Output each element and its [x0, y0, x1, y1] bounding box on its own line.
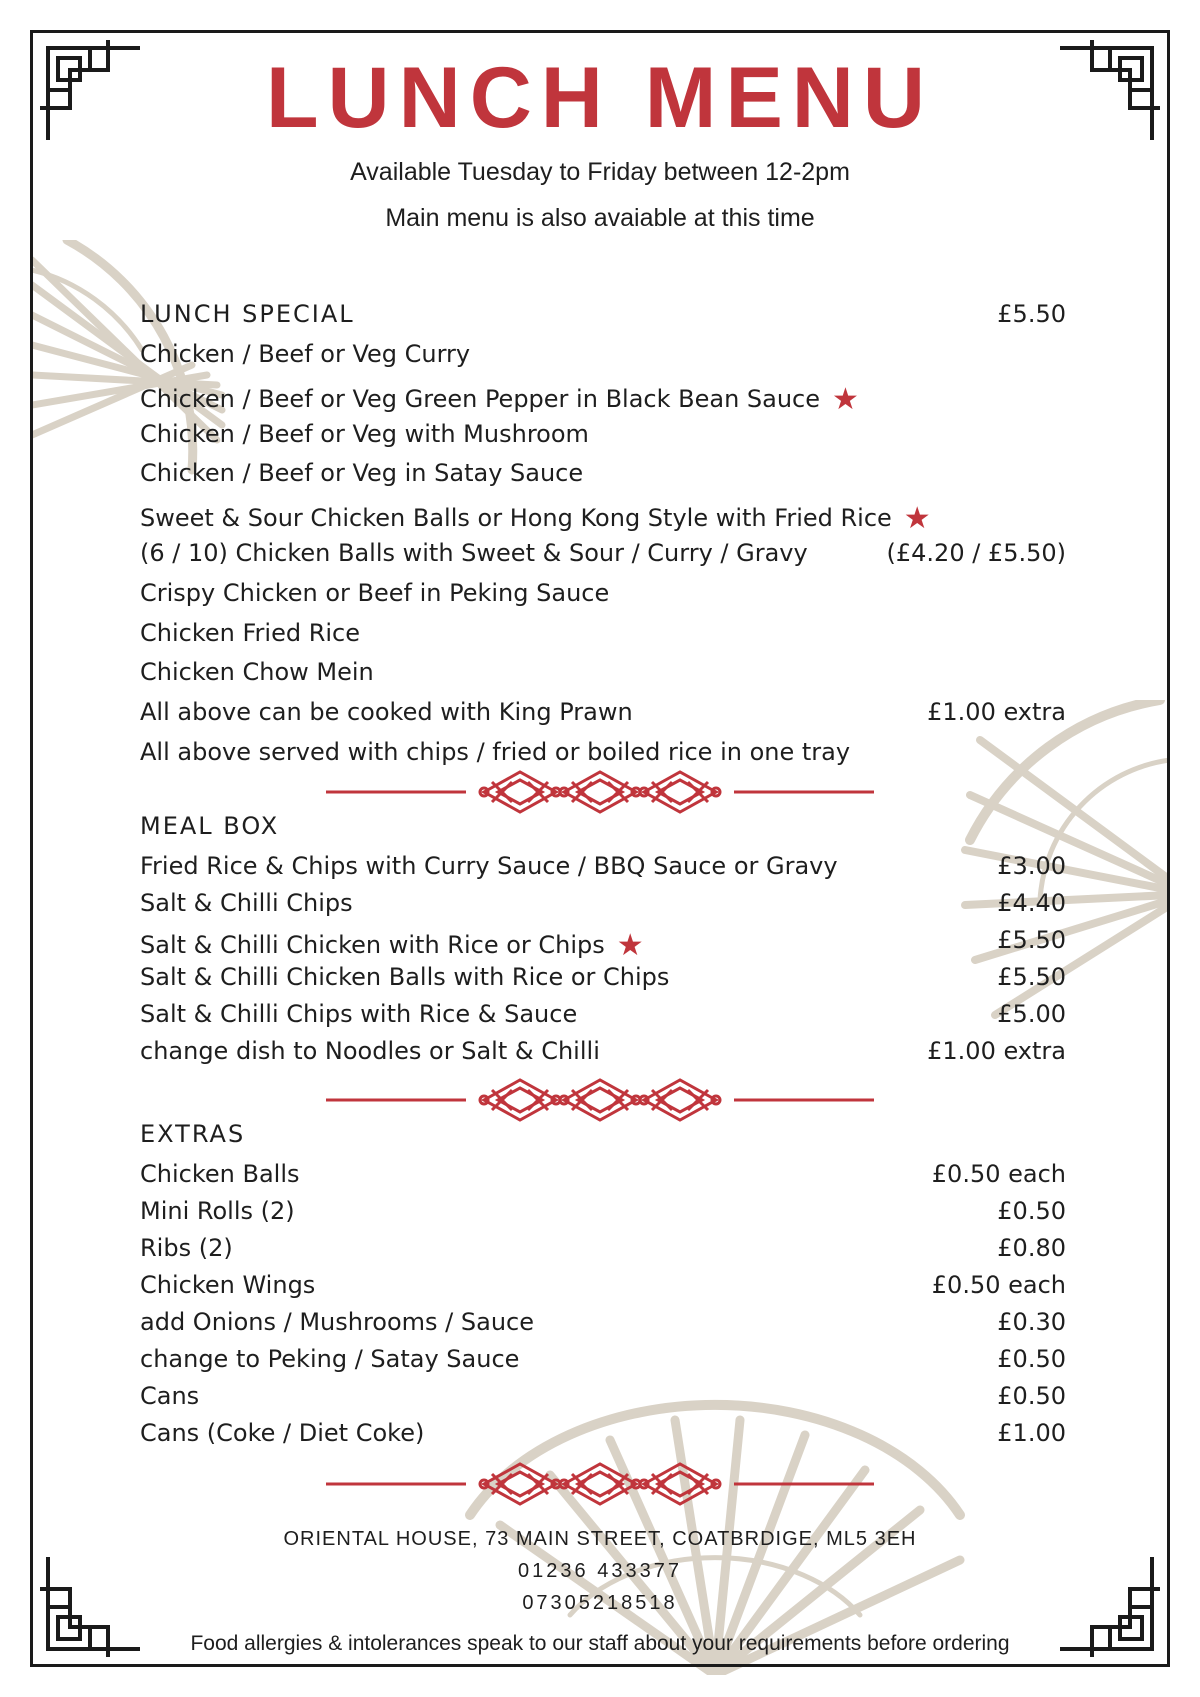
item-price: £0.30 — [997, 1308, 1066, 1336]
item-price: £0.50 each — [931, 1160, 1066, 1188]
knot-divider — [326, 1462, 874, 1506]
item-price: (£4.20 / £5.50) — [886, 539, 1066, 567]
endless-knot-icon — [480, 1464, 560, 1504]
item-name: All above served with chips / fried or boiled rice in one tray — [140, 738, 851, 766]
meal-box-item — [140, 889, 1066, 923]
lunch-special-item — [140, 459, 1066, 493]
meal-box-heading: MEAL BOX — [140, 812, 280, 840]
meal-box-item — [140, 926, 1066, 963]
item-name: add Onions / Mushrooms / Sauce — [140, 1308, 534, 1336]
item-price: £5.50 — [997, 963, 1066, 991]
item-name: Salt & Chilli Chicken with Rice or Chips ★ — [140, 928, 644, 963]
extras-item — [140, 1160, 1066, 1194]
item-name: Salt & Chilli Chips with Rice & Sauce — [140, 1000, 578, 1028]
item-price: £1.00 — [997, 1419, 1066, 1447]
endless-knot-icon — [640, 1464, 720, 1504]
item-name: Chicken Chow Mein — [140, 658, 374, 687]
phone-landline: 01236 433377 — [518, 1560, 682, 1582]
meal-box-item — [140, 963, 1066, 997]
extras-item — [140, 1345, 1066, 1379]
item-name: Fried Rice & Chips with Curry Sauce / BBQ Sauce or Gravy — [140, 852, 838, 880]
extras-item — [140, 1382, 1066, 1416]
item-price: £0.50 each — [931, 1271, 1066, 1299]
item-name: Cans — [140, 1382, 200, 1410]
lunch-special-item — [140, 698, 1066, 732]
lunch-special-item — [140, 579, 1066, 613]
lunch-special-price: £5.50 — [997, 300, 1066, 328]
item-name: Salt & Chilli Chips — [140, 889, 353, 917]
item-name: All above can be cooked with King Prawn — [140, 698, 633, 727]
meal-box-item — [140, 852, 1066, 886]
knot-divider — [326, 1078, 874, 1122]
item-name: Sweet & Sour Chicken Balls or Hong Kong Style with Fried Rice ★ — [140, 501, 931, 537]
endless-knot-icon — [640, 772, 720, 812]
endless-knot-icon — [560, 1080, 640, 1120]
lunch-special-item — [140, 619, 1066, 653]
item-price: £5.50 — [997, 926, 1066, 954]
item-price: £1.00 extra — [927, 698, 1066, 727]
item-price: £0.80 — [997, 1234, 1066, 1262]
restaurant-address: ORIENTAL HOUSE, 73 MAIN STREET, COATBRDIGE, ML5 3EH — [283, 1528, 917, 1550]
item-price: £4.40 — [997, 889, 1066, 917]
item-name: Mini Rolls (2) — [140, 1197, 295, 1225]
item-name: Cans (Coke / Diet Coke) — [140, 1419, 425, 1447]
lunch-special-item — [140, 340, 1066, 374]
item-price: £0.50 — [997, 1197, 1066, 1225]
allergy-notice: Food allergies & intolerances speak to our staff about your requirements before ordering — [190, 1632, 1010, 1655]
item-price: £5.00 — [997, 1000, 1066, 1028]
endless-knot-icon — [560, 1464, 640, 1504]
star-icon: ★ — [832, 381, 859, 417]
lunch-special-item — [140, 499, 1066, 537]
item-price: £0.50 — [997, 1345, 1066, 1373]
extras-item — [140, 1419, 1066, 1453]
item-name: Salt & Chilli Chicken Balls with Rice or Chips — [140, 963, 670, 991]
lunch-special-item — [140, 738, 1066, 772]
item-name: change to Peking / Satay Sauce — [140, 1345, 520, 1373]
lunch-special-price-row — [140, 300, 1066, 334]
star-icon: ★ — [616, 928, 644, 963]
knot-divider — [326, 770, 874, 814]
star-icon: ★ — [903, 501, 931, 537]
availability-text: Available Tuesday to Friday between 12-2pm — [350, 158, 850, 186]
extras-item — [140, 1197, 1066, 1231]
lunch-special-item — [140, 658, 1066, 692]
extras-heading: EXTRAS — [140, 1120, 246, 1148]
extras-item — [140, 1308, 1066, 1342]
menu-title: LUNCH MENU — [265, 50, 935, 146]
phone-mobile: 07305218518 — [522, 1592, 678, 1614]
item-name: Ribs (2) — [140, 1234, 233, 1262]
endless-knot-icon — [560, 772, 640, 812]
lunch-special-item — [140, 539, 1066, 573]
item-name: Chicken / Beef or Veg Curry — [140, 340, 471, 368]
endless-knot-icon — [640, 1080, 720, 1120]
item-name: Chicken / Beef or Veg with Mushroom — [140, 419, 589, 448]
item-name: Chicken Wings — [140, 1271, 316, 1299]
lunch-special-item — [140, 380, 1066, 417]
extras-item — [140, 1234, 1066, 1268]
item-name: Chicken Balls — [140, 1160, 300, 1188]
endless-knot-icon — [480, 772, 560, 812]
lunch-special-item — [140, 420, 1066, 454]
item-price: £0.50 — [997, 1382, 1066, 1410]
item-price: £3.00 — [997, 852, 1066, 880]
lunch-special-heading: LUNCH SPECIAL — [140, 300, 355, 328]
main-menu-note: Main menu is also avaiable at this time — [385, 204, 815, 232]
extras-item — [140, 1271, 1066, 1305]
meal-box-item — [140, 1000, 1066, 1034]
item-name: Crispy Chicken or Beef in Peking Sauce — [140, 578, 610, 607]
item-name: change dish to Noodles or Salt & Chilli — [140, 1037, 600, 1065]
meal-box-item — [140, 1037, 1066, 1071]
item-name: (6 / 10) Chicken Balls with Sweet & Sour / Curry / Gravy — [140, 539, 808, 567]
item-price: £1.00 extra — [927, 1037, 1066, 1065]
item-name: Chicken / Beef or Veg in Satay Sauce — [140, 459, 584, 488]
endless-knot-icon — [480, 1080, 560, 1120]
item-name: Chicken / Beef or Veg Green Pepper in Black Bean Sauce ★ — [140, 381, 859, 417]
item-name: Chicken Fried Rice — [140, 618, 361, 647]
